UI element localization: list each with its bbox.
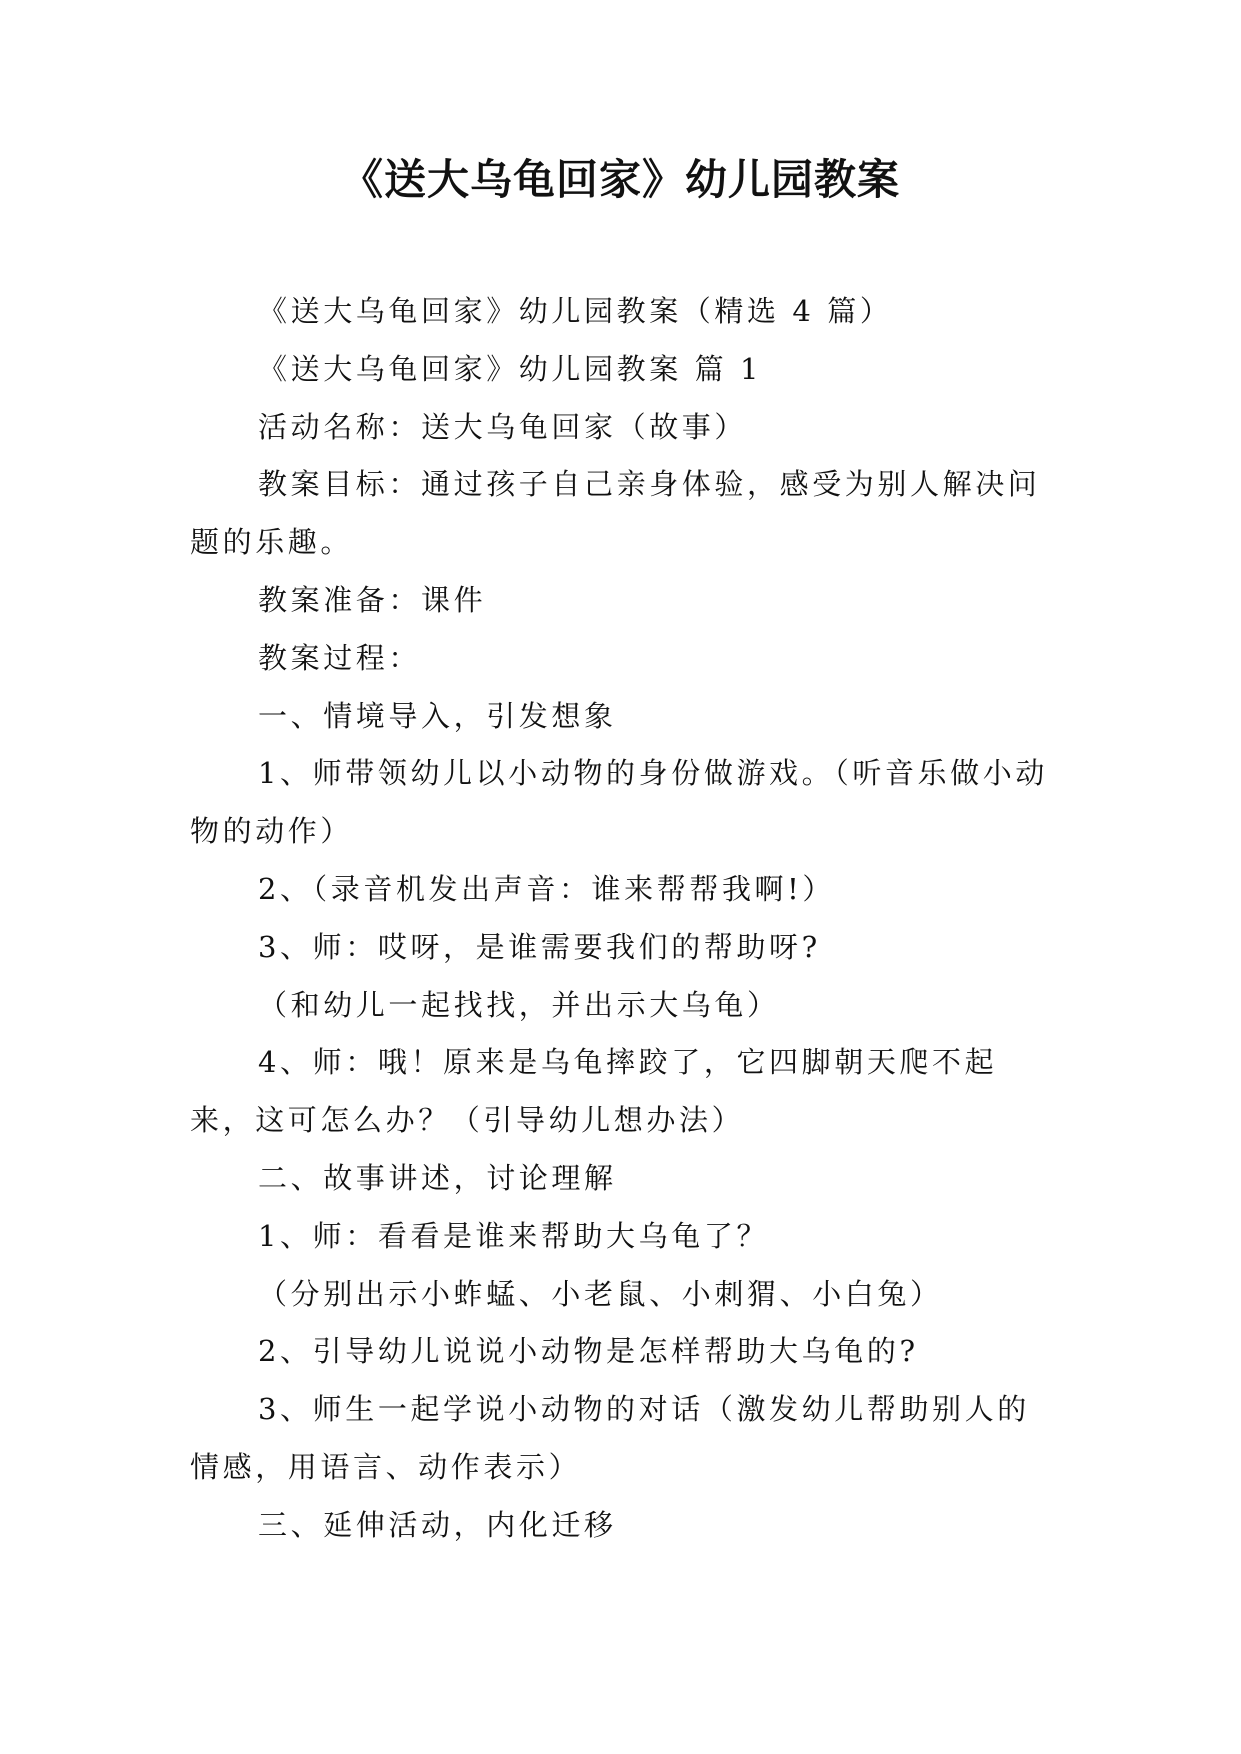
paragraph-step-three-heading: 三、延伸活动，内化迁移 — [258, 1507, 617, 1542]
paragraph-process: 教案过程： — [258, 640, 422, 675]
paragraph-item: 3、师：哎呀，是谁需要我们的帮助呀? — [258, 929, 821, 964]
paragraph-goal: 教案目标：通过孩子自己亲身体验，感受为别人解决问题的乐趣。 — [190, 467, 1041, 560]
paragraph-step-two-heading: 二、故事讲述，讨论理解 — [258, 1160, 617, 1195]
paragraph-item: 3、师生一起学说小动物的对话（激发幼儿帮助别人的情感，用语言、动作表示） — [190, 1392, 1030, 1484]
paragraph-section-heading: 《送大乌龟回家》幼儿园教案 篇 1 — [258, 351, 763, 386]
paragraph-preparation: 教案准备：课件 — [258, 582, 487, 617]
paragraph-item: 4、师：哦！原来是乌龟摔跤了，它四脚朝天爬不起来，这可怎么办？（引导幼儿想办法） — [190, 1045, 998, 1138]
paragraph-item: 1、师：看看是谁来帮助大乌龟了？ — [258, 1218, 770, 1253]
paragraph-step-one-heading: 一、情境导入，引发想象 — [258, 698, 617, 733]
paragraph-item: 2、引导幼儿说说小动物是怎样帮助大乌龟的? — [258, 1334, 919, 1369]
document-title: 《送大乌龟回家》幼儿园教案 — [340, 155, 900, 204]
paragraph-subtitle: 《送大乌龟回家》幼儿园教案（精选 4 篇） — [258, 294, 893, 328]
document-body — [190, 283, 1050, 1555]
paragraph-item: 1、师带领幼儿以小动物的身份做游戏。（听音乐做小动物的动作） — [190, 756, 1048, 849]
paragraph-item: 2、（录音机发出声音：谁来帮帮我啊!） — [258, 871, 836, 906]
paragraph-activity-name: 活动名称：送大乌龟回家（故事） — [258, 409, 748, 444]
paragraph-note: （分别出示小蚱蜢、小老鼠、小刺猬、小白兔） — [258, 1276, 943, 1311]
paragraph-note: （和幼儿一起找找，并出示大乌龟） — [258, 987, 780, 1022]
